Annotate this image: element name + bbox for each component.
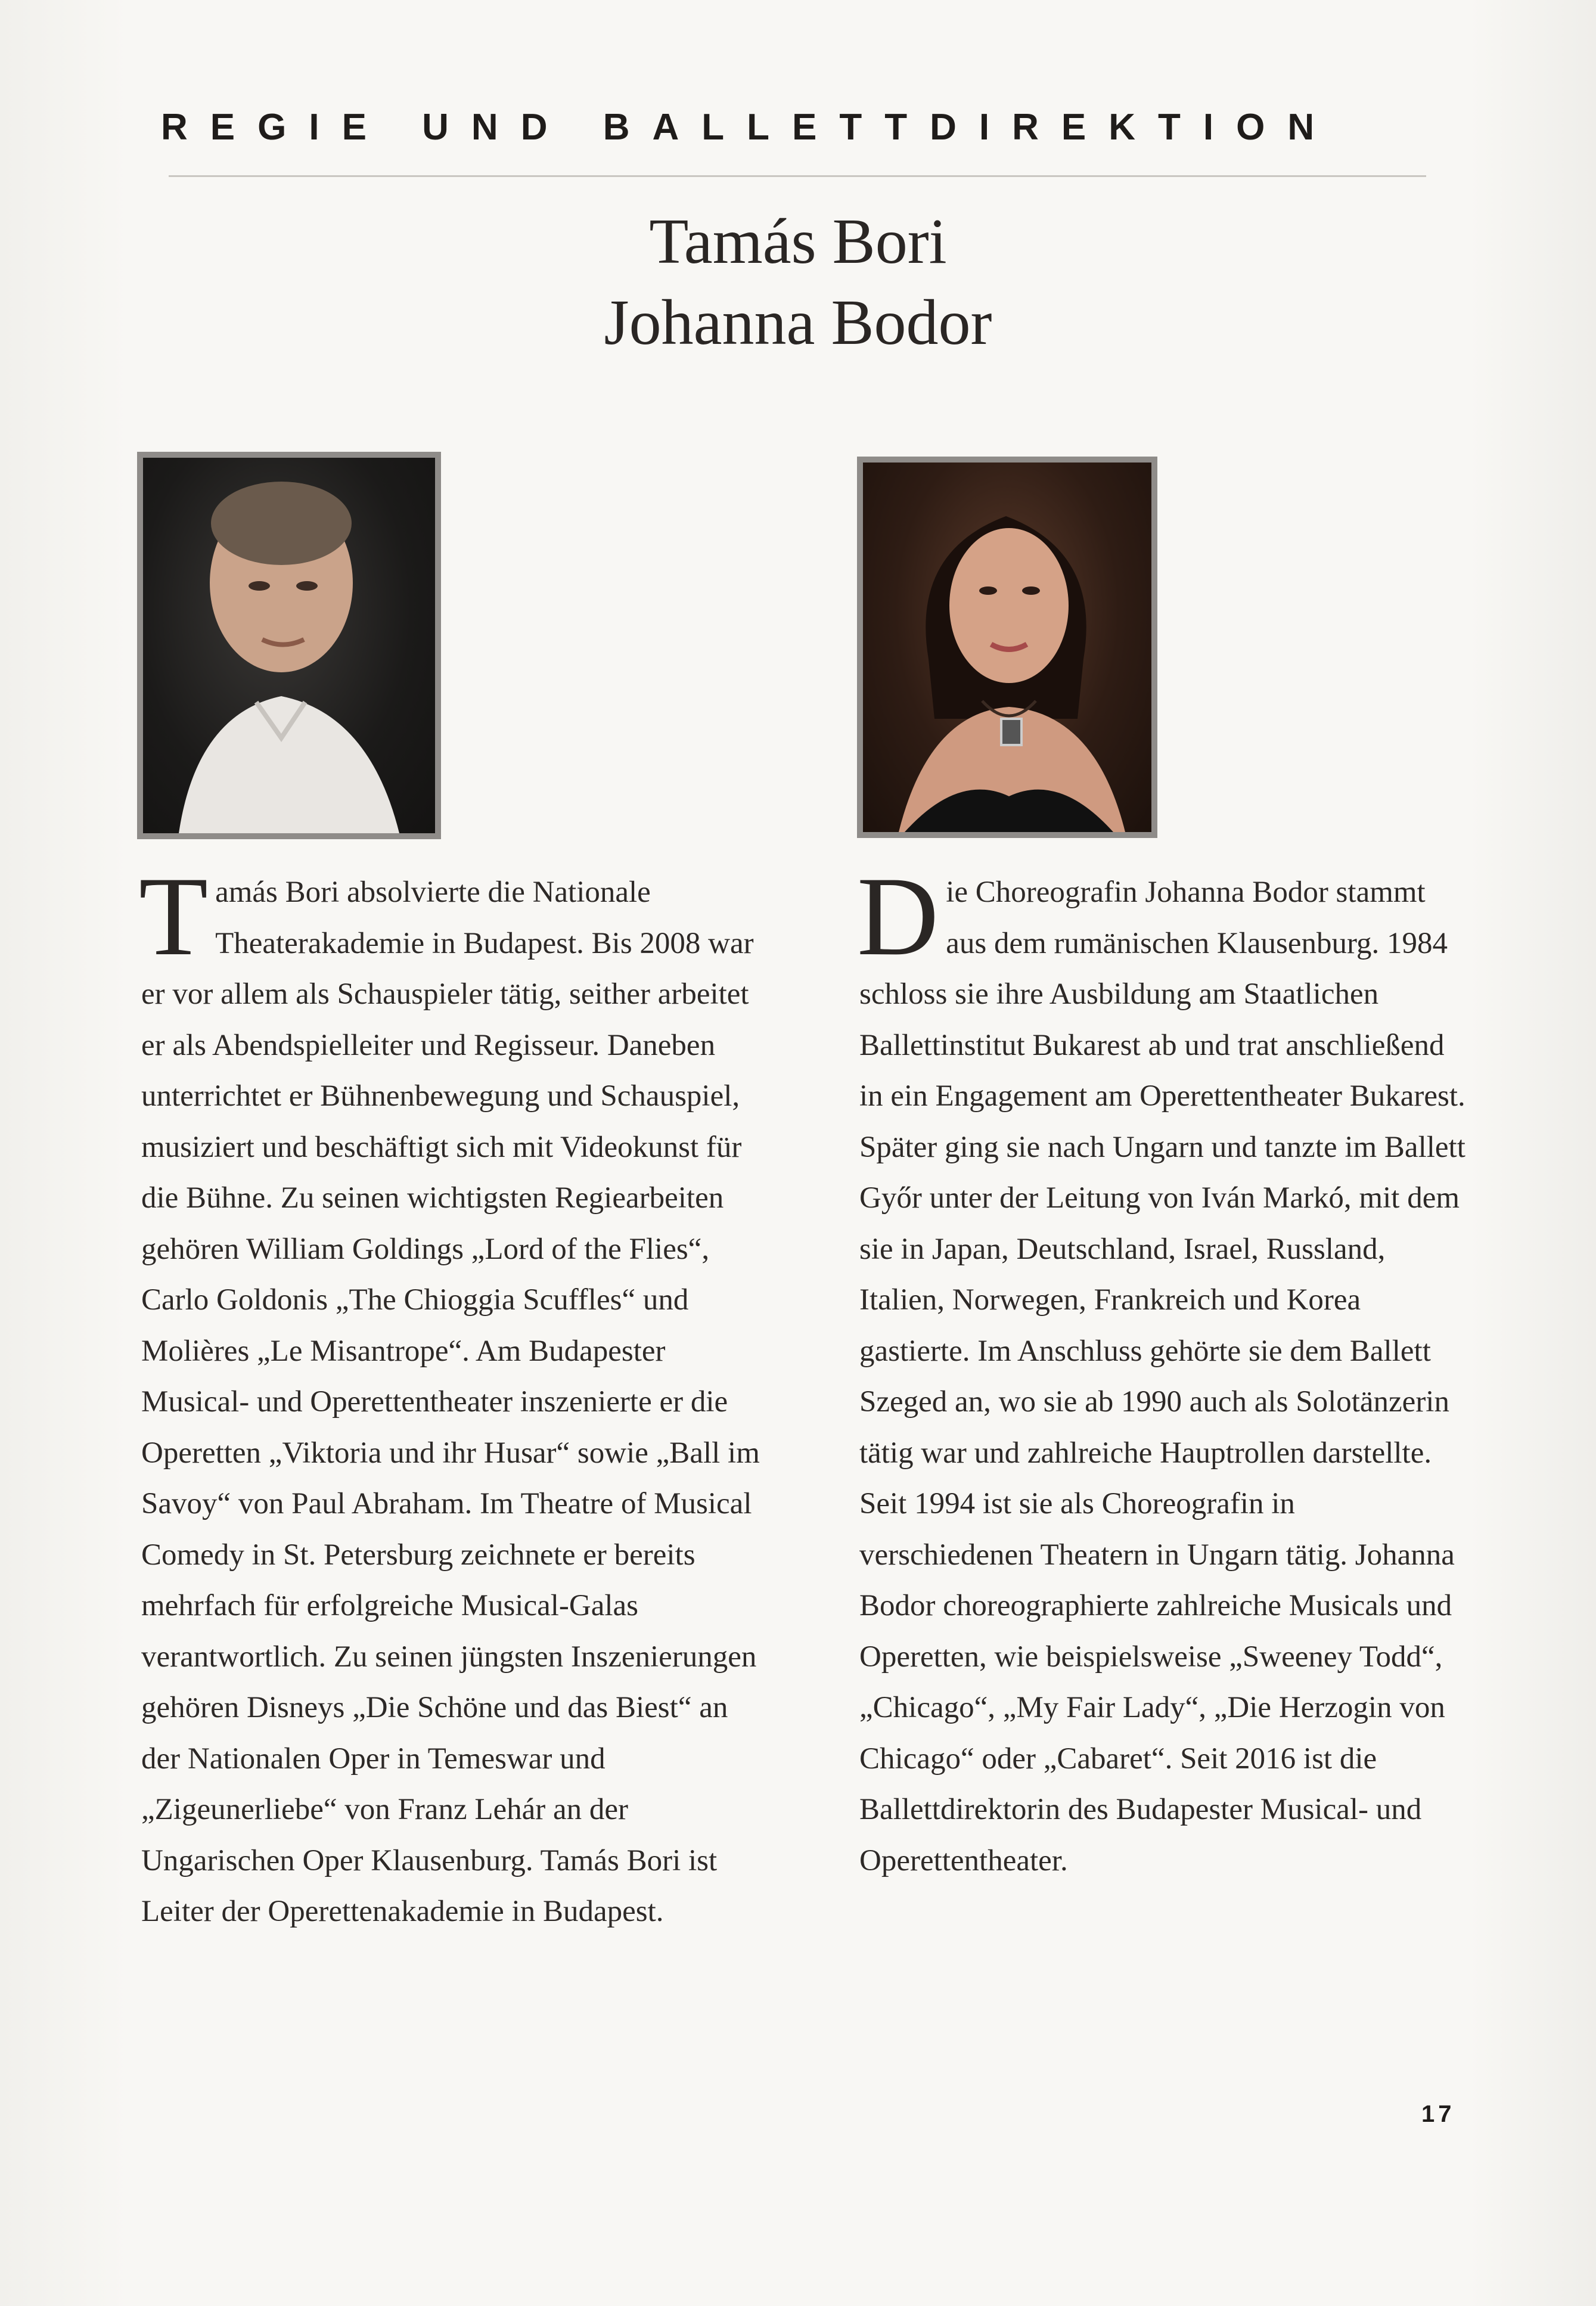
bio-text-bori: amás Bori absolvierte die Nationale Theaterakademie in Budapest. Bis 2008 war er vor allem als Schauspieler tätig, seither arbeitet er als Abendspielleiter und Regisseur. Daneben unterrichtet er Bühnenbewegung und Schauspiel, musiziert und beschäftigt sich mit Videokunst für die Bühne. Zu seinen wichtigsten Regiearbeiten gehören William Goldings „Lord of the Flies“, Carlo Goldonis „The Chioggia Scuffles“ und Molières „Le Misantrope“. Am Budapester Musical- und Operettentheater inszenierte er die Operetten „Viktoria und ihr Husar“ sowie „Ball im Savoy“ von Paul Abraham. Im Theatre of Musical Comedy in St. Petersburg zeichnete er bereits mehrfach für erfolgreiche Musical-Galas verantwortlich. Zu seinen jüngsten Inszenierungen gehören Disneys „Die Schöne und das Biest“ an der Nationalen Oper in Temeswar und „Zigeunerliebe“ von Franz Lehár an der Ungarischen Oper Klausenburg. Tamás Bori ist Leiter der Operettenakademie in Budapest. (141, 876, 760, 1928)
bio-johanna-bodor (857, 854, 1467, 1886)
title-name-bori: Tamás Bori (649, 206, 947, 277)
dropcap-t: T (139, 854, 209, 979)
page-number: 17 (1421, 2101, 1455, 2127)
portrait-photo-woman (863, 463, 1151, 832)
section-header: REGIE UND BALLETTDIREKTION (161, 107, 1337, 148)
bio-text-bodor: ie Choreografin Johanna Bodor stammt aus dem rumänischen Klausenburg. 1984 schloss sie ihre Ausbildung am Staatlichen Ballettinstitut Bukarest ab und trat anschließend in ein Engagement am Operettentheater Bukarest. Später ging sie nach Ungarn und tanzte im Ballett Győr unter der Leitung von Iván Markó, mit dem sie in Japan, Deutschland, Israel, Russland, Italien, Norwegen, Frankreich und Korea gastierte. Im Anschluss gehörte sie dem Ballett Szeged an, wo sie ab 1990 auch als Solotänzerin tätig war und zahlreiche Hauptrollen darstellte. (859, 876, 1465, 1470)
bio-tamas-bori (139, 854, 761, 1938)
bio-text-bodor-paragraph-2: Seit 1994 ist sie als Choreografin in verschiedenen Theatern in Ungarn tätig. Johanna Bodor choreographierte zahlreiche Musicals und Operetten, wie beispielsweise „Sweeney Todd“, „Chicago“, „My Fair Lady“, „Die Herzogin von Chicago“ oder „Cabaret“. Seit 2016 ist die Ballettdirektorin des Budapester Musical- und Operettentheater. (859, 1487, 1455, 1877)
portrait-photo-man (143, 458, 435, 833)
header-divider (169, 175, 1426, 177)
portrait-johanna-bodor (857, 457, 1157, 838)
dropcap-d: D (857, 854, 939, 979)
title-name-bodor: Johanna Bodor (604, 287, 992, 358)
portrait-tamas-bori (137, 452, 441, 839)
